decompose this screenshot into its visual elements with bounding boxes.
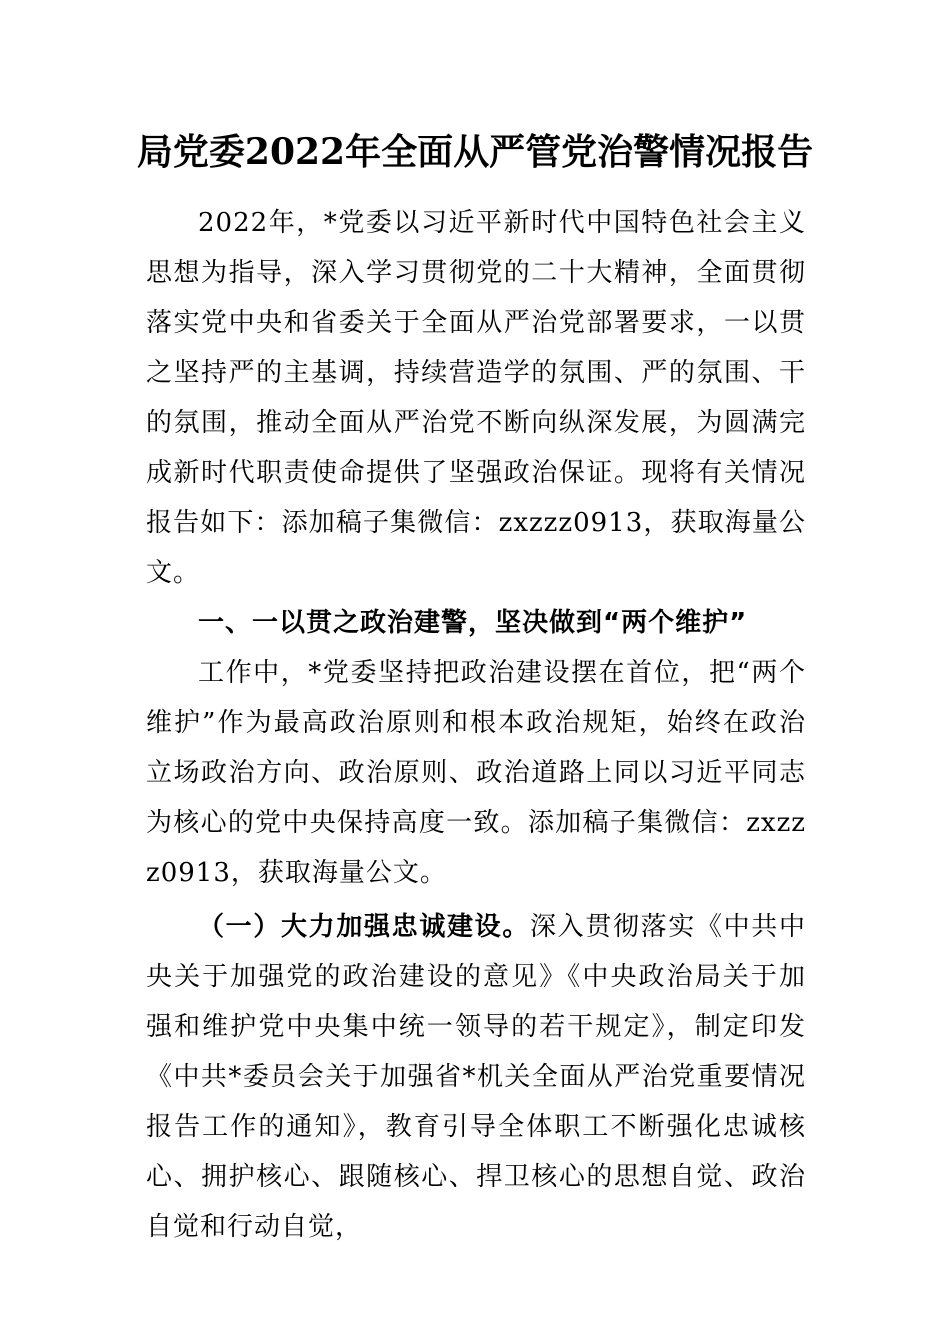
intro-paragraph: 2022年，*党委以习近平新时代中国特色社会主义思想为指导，深入学习贯彻党的二十大精神，全面贯彻落实党中央和省委关于全面从严治党部署要求，一以贯之坚持严的主基调，持续营造学的氛围、严的氛围、干的氛围，推动全面从严治党不断向纵深发展，为圆满完成新时代职责使命提供了坚强政治保证。现将有关情况报告如下：添加稿子集微信：zxzzz0913，获取海量公文。 <box>146 208 806 588</box>
section-paragraph-1: 工作中，*党委坚持把政治建设摆在首位，把“两个维护”作为最高政治原则和根本政治规矩，始终在政治立场政治方向、政治原则、政治道路上同以习近平同志为核心的党中央保持高度一致。添加稿子集微信：zxzzz0913，获取海量公文。 <box>146 658 806 888</box>
document-body <box>146 198 806 1252</box>
subsection-lead-1: （一）大力加强忠诚建设。 <box>198 912 530 942</box>
document-title: 局党委2022年全面从严管党治警情况报告 <box>136 131 814 173</box>
section-heading-1: 一、一以贯之政治建警，坚决做到“两个维护” <box>198 608 748 638</box>
subsection-paragraph-1 <box>146 902 806 1252</box>
subsection-text-1: 深入贯彻落实《中共中央关于加强党的政治建设的意见》《中央政治局关于加强和维护党中央集中统一领导的若干规定》，制定印发《中共*委员会关于加强省*机关全面从严治党重要情况报告工作的通知》，教育引导全体职工不断强化忠诚核心、拥护核心、跟随核心、捍卫核心的思想自觉、政治自觉和行动自觉， <box>146 912 806 1242</box>
